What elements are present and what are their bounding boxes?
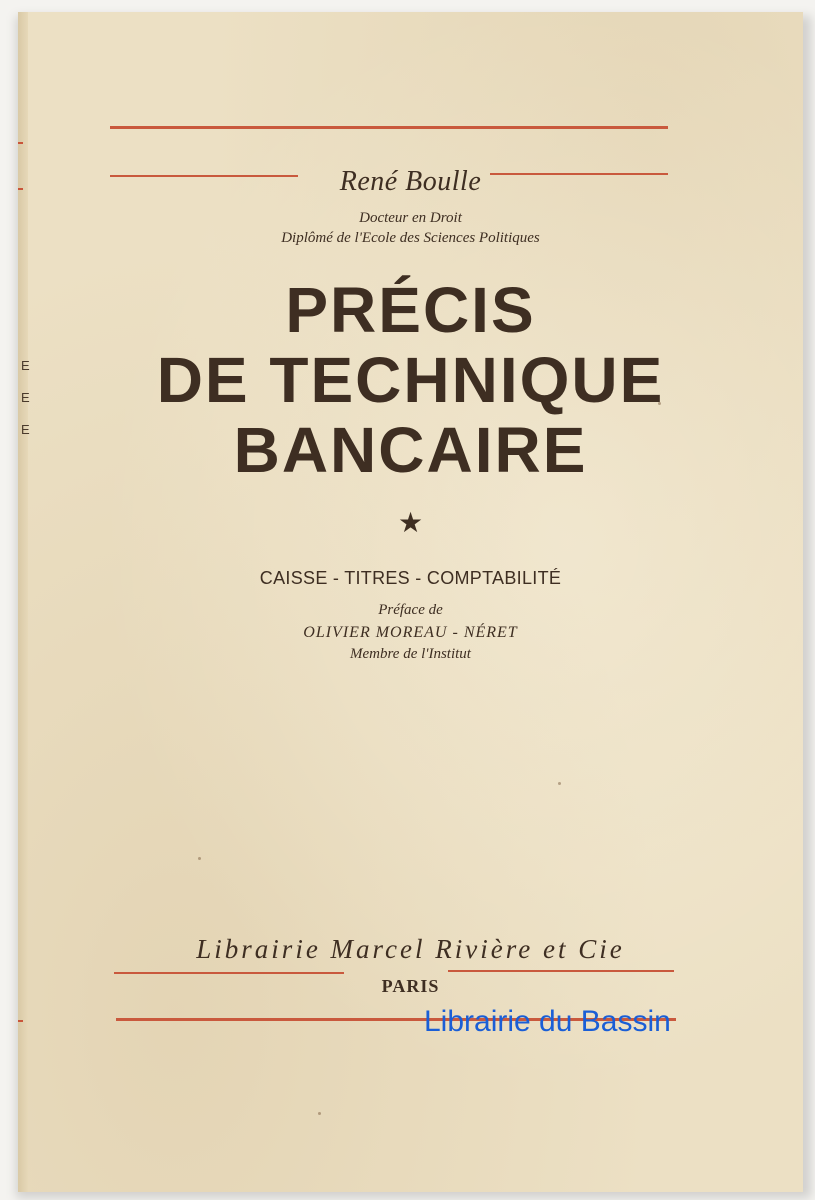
title-line: DE TECHNIQUE — [156, 344, 665, 416]
author-name: René Boulle — [339, 166, 482, 197]
preface-author-title: Membre de l'Institut — [350, 646, 471, 662]
paper-speck — [198, 857, 201, 860]
paper-speck — [558, 782, 561, 785]
publisher-city: PARIS — [381, 976, 440, 996]
top-rule — [110, 126, 668, 129]
publisher-rule-left — [114, 972, 344, 974]
spine-red-mark — [18, 1020, 23, 1022]
paper-speck — [658, 402, 661, 405]
star-ornament: ★ — [397, 508, 424, 539]
title-line: BANCAIRE — [233, 414, 588, 486]
publisher-rule-right — [448, 970, 674, 972]
title-line: PRÉCIS — [285, 274, 536, 346]
spine-letter: E — [21, 422, 30, 437]
watermark-text: Librairie du Bassin — [424, 1005, 671, 1038]
paper-speck — [318, 1112, 321, 1115]
preface-author: OLIVIER MOREAU - NÉRET — [303, 624, 518, 641]
publisher-name: Librairie Marcel Rivière et Cie — [196, 934, 625, 964]
book-cover — [18, 12, 803, 1192]
subtitle: CAISSE - TITRES - COMPTABILITÉ — [259, 568, 562, 588]
spine-letter: E — [21, 390, 30, 405]
spine-letter: E — [21, 358, 30, 373]
author-credential: Diplômé de l'Ecole des Sciences Politiques — [281, 230, 540, 246]
preface-label: Préface de — [378, 602, 443, 618]
author-credential: Docteur en Droit — [359, 210, 462, 226]
spine-red-mark — [18, 142, 23, 144]
